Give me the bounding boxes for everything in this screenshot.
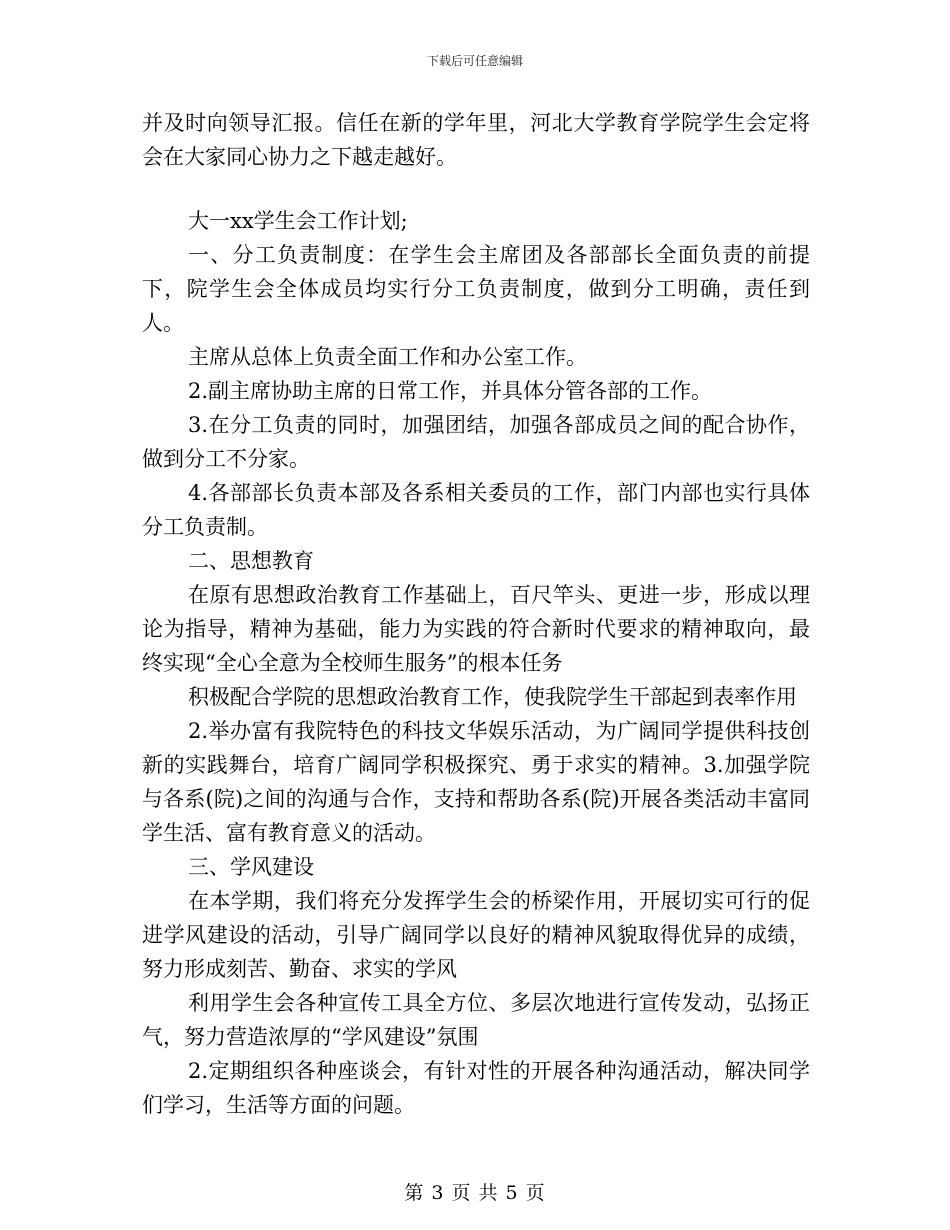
paragraph-gap	[142, 174, 810, 204]
paragraph: 主席从总体上负责全面工作和办公室工作。	[188, 345, 587, 369]
paragraph: 2.举办富有我院特色的科技文华娱乐活动，为广阔同学提供科技创新的实践舞台，培育广阔同学积极探究、勇于求实的精神。3.加强学院与各系(院)之间的沟通与合作，支持和帮助各系(院)开展各类活动丰富同学生活、富有教育意义的活动。	[142, 719, 810, 845]
paragraph: 在原有思想政治教育工作基础上，百尺竿头、更进一步，形成以理论为指导，精神为基础，能力为实践的符合新时代要求的精神取向，最终实现“全心全意为全校师生服务”的根本任务	[142, 583, 810, 675]
paragraph: 2.副主席协助主席的日常工作，并具体分管各部的工作。	[188, 379, 713, 403]
paragraph: 2.定期组织各种座谈会，有针对性的开展各种沟通活动，解决同学们学习，生活等方面的问题。	[142, 1059, 810, 1117]
paragraph: 利用学生会各种宣传工具全方位、多层次地进行宣传发动，弘扬正气，努力营造浓厚的“学风建设”氛围	[142, 991, 810, 1049]
document-body	[142, 106, 810, 1122]
page-number: 第 3 页 共 5 页	[404, 1182, 546, 1204]
paragraph: 3.在分工负责的同时，加强团结，加强各部成员之间的配合协作，做到分工不分家。	[142, 413, 810, 471]
section-heading: 二、思想教育	[188, 549, 314, 573]
paragraph: 并及时向领导汇报。信任在新的学年里，河北大学教育学院学生会定将会在大家同心协力之下越走越好。	[142, 111, 810, 169]
paragraph: 积极配合学院的思想政治教育工作，使我院学生干部起到表率作用	[188, 685, 797, 709]
paragraph: 4.各部部长负责本部及各系相关委员的工作，部门内部也实行具体分工负责制。	[142, 481, 810, 539]
paragraph: 在本学期，我们将充分发挥学生会的桥梁作用，开展切实可行的促进学风建设的活动，引导广阔同学以良好的精神风貌取得优异的成绩，努力形成刻苦、勤奋、求实的学风	[142, 889, 810, 981]
paragraph: 一、分工负责制度：在学生会主席团及各部部长全面负责的前提下，院学生会全体成员均实行分工负责制度，做到分工明确，责任到人。	[142, 243, 810, 335]
section-heading: 大一xx学生会工作计划;	[188, 209, 408, 233]
section-heading: 三、学风建设	[188, 855, 314, 879]
header-note: 下载后可任意编辑	[426, 54, 523, 68]
